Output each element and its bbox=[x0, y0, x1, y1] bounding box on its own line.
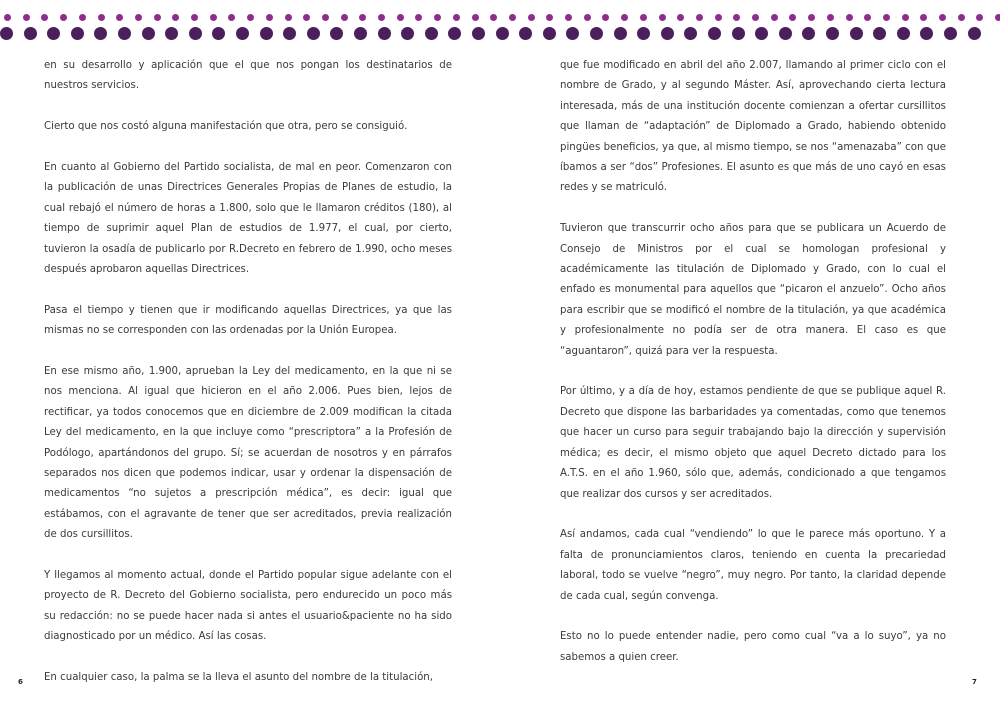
decorative-dot bbox=[873, 27, 886, 40]
decorative-dot bbox=[789, 14, 796, 21]
decorative-dot bbox=[640, 14, 647, 21]
decorative-dot bbox=[779, 27, 792, 40]
decorative-dot bbox=[509, 14, 516, 21]
decorative-dot bbox=[434, 14, 441, 21]
decorative-dot bbox=[47, 27, 60, 40]
decorative-dot bbox=[472, 27, 485, 40]
decorative-dot bbox=[135, 14, 142, 21]
decorative-dot bbox=[118, 27, 131, 40]
decorative-dot bbox=[60, 14, 67, 21]
paragraph: En cuanto al Gobierno del Partido socialista, de mal en peor. Comenzaron con la publicación de unas Directrices Generales Propias de Planes de estudio, la cual rebajó el número de horas a 1.800, solo que le llamaron créditos (180), al tiempo de suprimir aquel Plan de estudios de 1.977, el cual, por cierto, tuvieron la osadía de publicarlo por R.Decreto en febrero de 1.990, ocho meses después aprobaron aquellas Directrices. bbox=[44, 162, 452, 276]
paragraph: En ese mismo año, 1.900, aprueban la Ley del medicamento, en la que ni se nos menciona. Al igual que hicieron en el año 2.006. Pues bien, lejos de rectificar, ya todos conocemos que en diciembre de 2.009 modifican la citada Ley del medicamento, en la que incluye como “prescriptora” a la Profesión de Podólogo, apartándonos del grupo. Sí; se acuerdan de nosotros y en párrafos separados nos dicen que podemos indicar, usar y ordenar la dispensación de medicamentos “no sujetos a prescripción médica”, es decir: igual que estábamos, con el agravante de tener que ser acreditados, previa realización de dos cursillitos. bbox=[44, 366, 452, 541]
decorative-dot bbox=[621, 14, 628, 21]
decorative-dot bbox=[23, 14, 30, 21]
decorative-dot bbox=[154, 14, 161, 21]
decorative-dot bbox=[566, 27, 579, 40]
decorative-dot bbox=[661, 27, 674, 40]
decorative-dot bbox=[283, 27, 296, 40]
decorative-dot bbox=[826, 27, 839, 40]
decorative-dot bbox=[172, 14, 179, 21]
decorative-dot bbox=[897, 27, 910, 40]
decorative-dot bbox=[98, 14, 105, 21]
right-page-text bbox=[560, 56, 946, 689]
decorative-dot bbox=[359, 14, 366, 21]
decorative-dot bbox=[330, 27, 343, 40]
paragraph: Tuvieron que transcurrir ocho años para que se publicara un Acuerdo de Consejo de Ministros por el cual se homologan profesional y académicamente las titulación de Diplomado y Grado, con lo cual el enfado es monumental para aquellos que “picaron el anzuelo”. Ocho años para escribir que se modificó el nombre de la titulación, ya que académica y profesionalmente no podía ser de otra manera. El caso es que “aguantaron”, quizá para ver la respuesta. bbox=[560, 223, 946, 357]
decorative-dot bbox=[883, 14, 890, 21]
decorative-dot bbox=[260, 27, 273, 40]
decorative-dot bbox=[341, 14, 348, 21]
paragraph: Cierto que nos costó alguna manifestación que otra, pero se consiguió. bbox=[44, 121, 408, 133]
decorative-dot bbox=[864, 14, 871, 21]
decorative-dot bbox=[116, 14, 123, 21]
paragraph: Pasa el tiempo y tienen que ir modificando aquellas Directrices, ya que las mismas no se corresponden con las ordenadas por la Unión Europea. bbox=[44, 304, 452, 337]
decorative-dot bbox=[995, 14, 1000, 21]
decorative-dot bbox=[902, 14, 909, 21]
decorative-dot bbox=[614, 27, 627, 40]
decorative-dot bbox=[322, 14, 329, 21]
decorative-dot bbox=[715, 14, 722, 21]
decorative-dot bbox=[733, 14, 740, 21]
paragraph: Y llegamos al momento actual, donde el Partido popular sigue adelante con el proyecto de R. Decreto del Gobierno socialista, pero endurecido un poco más su redacción: no se puede hacer nada si antes el usuario&paciente no ha sido diagnosticado por un médico. Así las cosas. bbox=[44, 570, 452, 643]
decorative-dot bbox=[968, 27, 981, 40]
paragraph: Esto no lo puede entender nadie, pero como cual “va a lo suyo”, ya no sabemos a quien creer. bbox=[560, 631, 946, 663]
decorative-dot bbox=[496, 27, 509, 40]
decorative-dot bbox=[354, 27, 367, 40]
decorative-dot bbox=[401, 27, 414, 40]
decorative-dot bbox=[976, 14, 983, 21]
decorative-dot bbox=[659, 14, 666, 21]
decorative-dot bbox=[590, 27, 603, 40]
decorative-dot bbox=[41, 14, 48, 21]
paragraph: En cualquier caso, la palma se la lleva el asunto del nombre de la titulación, bbox=[44, 672, 434, 684]
decorative-dot bbox=[303, 14, 310, 21]
decorative-dot bbox=[944, 27, 957, 40]
decorative-dot bbox=[397, 14, 404, 21]
decorative-dot bbox=[378, 14, 385, 21]
paragraph: en su desarrollo y aplicación que el que nos pongan los destinatarios de nuestros servicios. bbox=[44, 60, 452, 92]
decorative-dot bbox=[602, 14, 609, 21]
decorative-dot bbox=[920, 27, 933, 40]
decorative-dot bbox=[142, 27, 155, 40]
decorative-dot bbox=[307, 27, 320, 40]
decorative-dot bbox=[939, 14, 946, 21]
decorative-dot bbox=[266, 14, 273, 21]
decorative-dot bbox=[637, 27, 650, 40]
decorative-dot bbox=[191, 14, 198, 21]
decorative-dot bbox=[490, 14, 497, 21]
decorative-dot bbox=[827, 14, 834, 21]
decorative-dot bbox=[165, 27, 178, 40]
decorative-dot bbox=[0, 27, 13, 40]
decorative-dot bbox=[285, 14, 292, 21]
decorative-dot bbox=[677, 14, 684, 21]
decorative-dot-border-top bbox=[0, 14, 1000, 28]
decorative-dot bbox=[808, 14, 815, 21]
decorative-dot bbox=[684, 27, 697, 40]
decorative-dot bbox=[24, 27, 37, 40]
decorative-dot bbox=[802, 27, 815, 40]
decorative-dot bbox=[584, 14, 591, 21]
decorative-dot-border-bottom bbox=[0, 27, 1000, 41]
paragraph: Así andamos, cada cual “vendiendo” lo que le parece más oportuno. Y a falta de pronunciamientos claros, teniendo en cuenta la precariedad laboral, todo se vuelve “negro”, muy negro. Por tanto, la claridad depende de cada cual, según convenga. bbox=[560, 529, 946, 602]
decorative-dot bbox=[732, 27, 745, 40]
decorative-dot bbox=[528, 14, 535, 21]
decorative-dot bbox=[378, 27, 391, 40]
decorative-dot bbox=[771, 14, 778, 21]
page-number-right: 7 bbox=[972, 678, 977, 686]
decorative-dot bbox=[752, 14, 759, 21]
decorative-dot bbox=[453, 14, 460, 21]
page-number-left: 6 bbox=[18, 678, 23, 686]
decorative-dot bbox=[958, 14, 965, 21]
decorative-dot bbox=[212, 27, 225, 40]
decorative-dot bbox=[236, 27, 249, 40]
decorative-dot bbox=[94, 27, 107, 40]
decorative-dot bbox=[546, 14, 553, 21]
decorative-dot bbox=[696, 14, 703, 21]
decorative-dot bbox=[519, 27, 532, 40]
decorative-dot bbox=[850, 27, 863, 40]
decorative-dot bbox=[543, 27, 556, 40]
decorative-dot bbox=[846, 14, 853, 21]
decorative-dot bbox=[247, 14, 254, 21]
paragraph: Por último, y a día de hoy, estamos pendiente de que se publique aquel R. Decreto que dispone las barbaridades ya comentadas, como que tenemos que hacer un curso para seguir trabajando bajo la dirección y supervisión médica; es decir, el mismo objeto que aquel Decreto dictado para los A.T.S. en el año 1.960, sólo que, además, condicionado a que tengamos que realizar dos cursos y ser acreditados. bbox=[560, 386, 946, 500]
decorative-dot bbox=[920, 14, 927, 21]
decorative-dot bbox=[708, 27, 721, 40]
decorative-dot bbox=[71, 27, 84, 40]
decorative-dot bbox=[79, 14, 86, 21]
left-page-text bbox=[44, 56, 452, 709]
decorative-dot bbox=[755, 27, 768, 40]
decorative-dot bbox=[448, 27, 461, 40]
decorative-dot bbox=[565, 14, 572, 21]
decorative-dot bbox=[210, 14, 217, 21]
decorative-dot bbox=[4, 14, 11, 21]
decorative-dot bbox=[228, 14, 235, 21]
decorative-dot bbox=[425, 27, 438, 40]
decorative-dot bbox=[472, 14, 479, 21]
paragraph: que fue modificado en abril del año 2.007, llamando al primer ciclo con el nombre de Grado, y al segundo Máster. Así, aprovechando cierta lectura interesada, más de una institución docente comienzan a ofertar cursillitos que llaman de “adaptación” de Diplomado a Grado, habiendo obtenido pingües beneficios, ya que, al mismo tiempo, se nos “amenazaba” con que íbamos a ser “dos” Profesiones. El asunto es que más de uno cayó en esas redes y se matriculó. bbox=[560, 60, 946, 194]
decorative-dot bbox=[189, 27, 202, 40]
decorative-dot bbox=[415, 14, 422, 21]
